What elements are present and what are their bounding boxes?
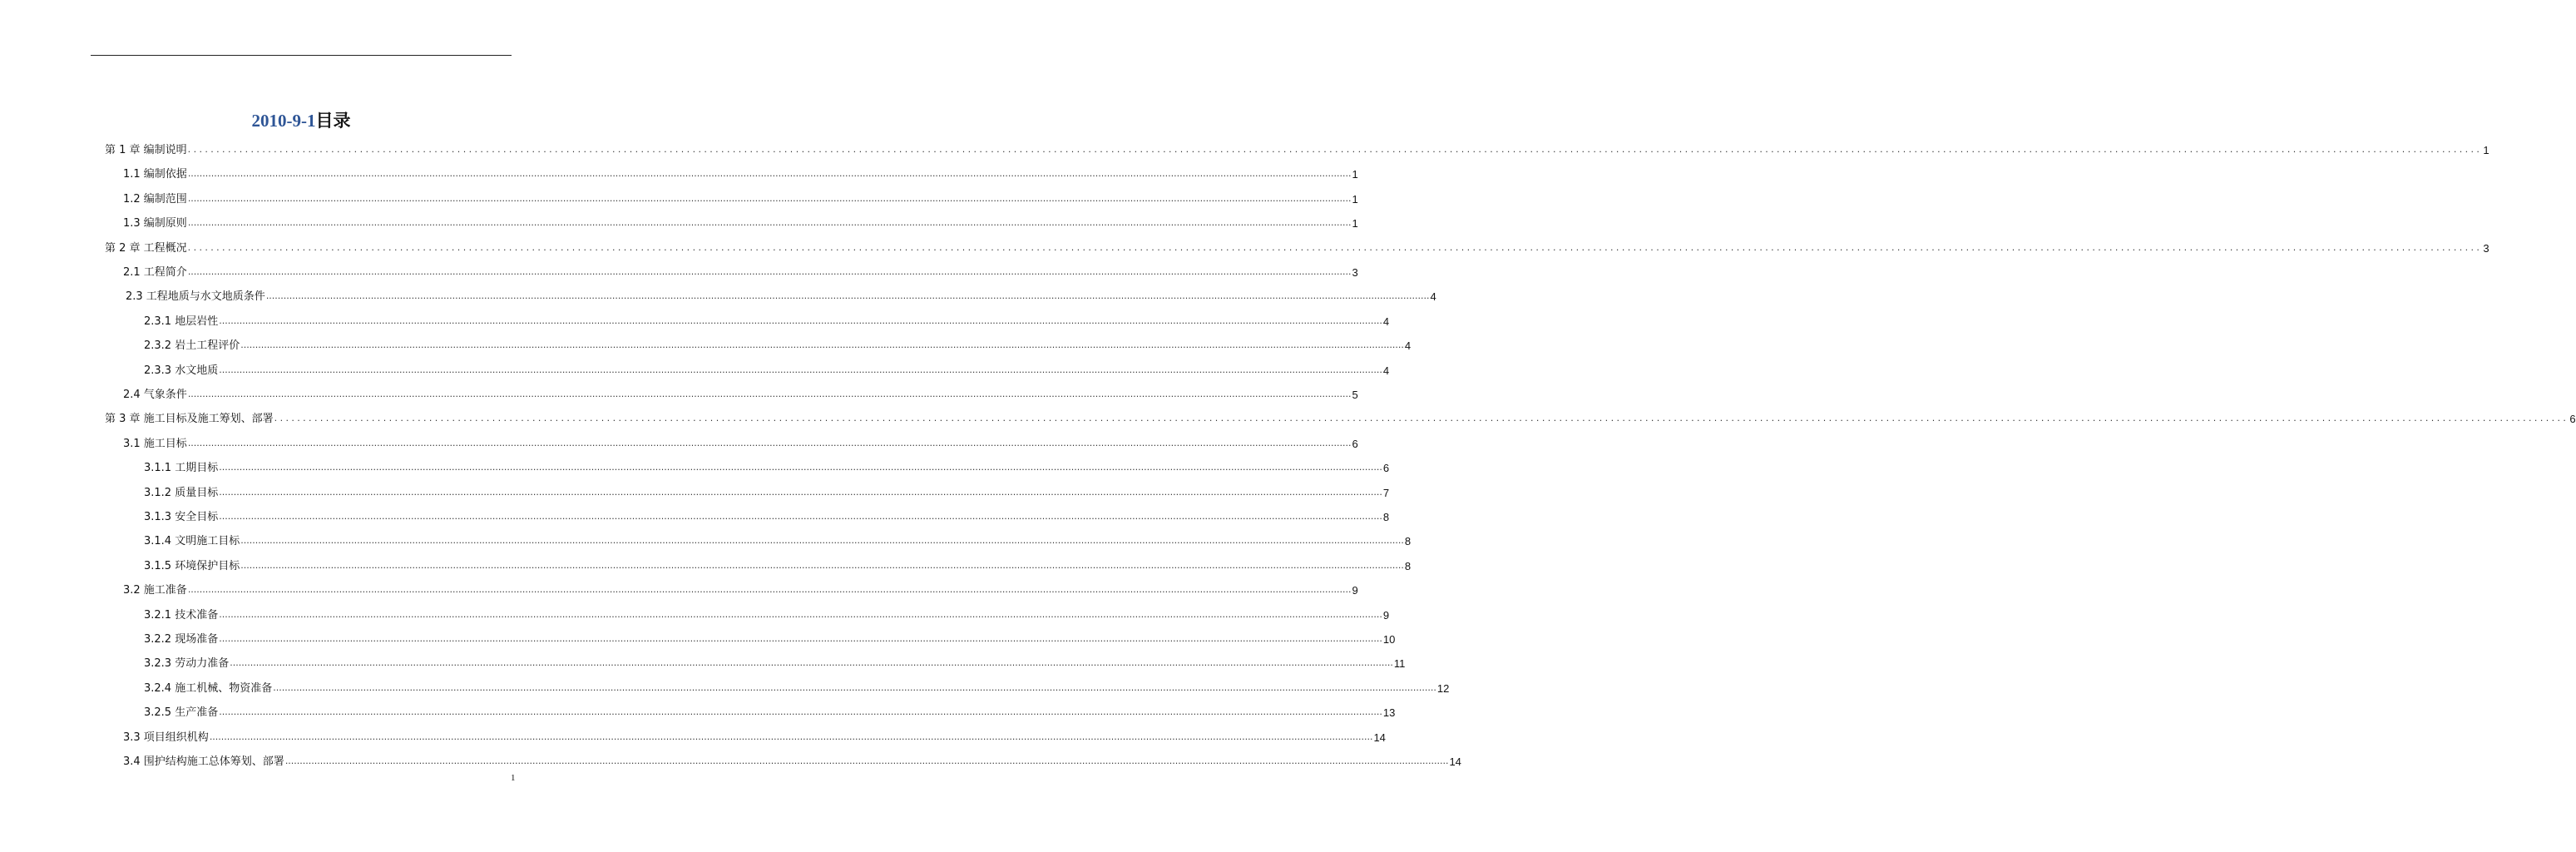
toc-entry[interactable] — [144, 607, 1390, 623]
toc-leader-dots: ................................................................................................................................................................................................................................................................................................................................................................................................................ — [187, 389, 1352, 399]
toc-entry-label: 3.1 施工目标 — [123, 437, 187, 450]
toc-leader-dots: ................................................................................................................................................................................................................................................................................................................................................................................................................ — [187, 437, 1352, 448]
toc-entry-label: 2.4 气象条件 — [123, 389, 187, 401]
toc-entry[interactable] — [144, 508, 1390, 525]
toc-entry-label: 3.2.1 技术准备 — [144, 608, 219, 622]
toc-entry[interactable] — [144, 484, 1390, 501]
toc-entry-label: 3.1.5 环境保护目标 — [144, 559, 240, 572]
toc-entry-label: 2.3 工程地质与水文地质条件 — [126, 290, 265, 304]
toc-leader-dots: ................................................................................................................................................................................................................................................................................................................................................................................................................ — [187, 192, 1352, 204]
toc-entry-label: 3.2 施工准备 — [123, 584, 187, 597]
toc-entry-page: 5 — [1352, 389, 1358, 401]
toc-entry-label: 3.2.2 现场准备 — [144, 633, 219, 646]
toc-leader-dots: ................................................................................................................................................................................................................................................................................................................................................................................................................ — [240, 559, 1404, 571]
toc-entry-page: 11 — [1393, 657, 1406, 671]
toc-title-word: 目录 — [315, 111, 351, 131]
toc-entry[interactable] — [144, 532, 1412, 549]
toc-leader-dots: ................................................................................................................................................................................................................................................................................................................................................................................................................ — [219, 315, 1382, 326]
toc-entry[interactable] — [144, 337, 1412, 354]
toc-leader-dots: ................................................................................................................................................................................................................................................................................................................................................................................................................ — [187, 266, 1352, 277]
toc-entry-page: 1 — [2483, 144, 2489, 156]
toc-entry-page: 13 — [1382, 706, 1396, 720]
toc-entry-page: 6 — [1352, 437, 1358, 450]
toc-entry-label: 1.2 编制范围 — [123, 192, 187, 206]
toc-entry-page: 9 — [1352, 584, 1358, 597]
toc-entry[interactable] — [144, 655, 1406, 671]
toc-leader-dots: ................................................................................................................................................................................................................................................................................................................................................................................................................ — [209, 731, 1373, 742]
toc-leader-dots: ................................................................................................................................................................................................................................................................................................................................................................................................................ — [240, 535, 1404, 547]
toc-entry-label: 3.4 围护结构施工总体筹划、部署 — [123, 755, 284, 768]
toc-entry[interactable] — [144, 313, 1390, 329]
toc-entry[interactable] — [123, 166, 1358, 182]
toc-entry-page: 8 — [1404, 559, 1412, 572]
toc-entry[interactable] — [123, 753, 1461, 770]
toc-entry-page: 1 — [1352, 192, 1358, 206]
toc-entry[interactable] — [144, 631, 1396, 647]
toc-leader-dots: ................................................................................................................................................................................................................................................................................................................................................................................................................ — [284, 755, 1449, 766]
toc-entry[interactable] — [144, 704, 1396, 721]
toc-leader-dots: ................................................................................................................................................................................................................................................................................................................................................................................................................ — [187, 168, 1352, 180]
toc-entry-page: 6 — [1382, 462, 1390, 475]
toc-leader-dots: ................................................................................................................................................................................................................................................................................................................................................................................................................ — [230, 657, 1393, 669]
toc-entry[interactable] — [123, 264, 1358, 280]
toc-leader-dots: ................................................................................................................................................................................................................................................................................................................................................................................................................ — [219, 706, 1382, 718]
toc-entry-page: 6 — [2569, 413, 2576, 426]
toc-entry[interactable] — [123, 215, 1358, 231]
page-number: 1 — [511, 773, 516, 783]
toc-entry[interactable] — [144, 459, 1390, 476]
toc-leader-dots: ................................................................................................................................................................................................................................................................................................................................................................................................................ — [274, 413, 2569, 424]
toc-entry-label: 第 3 章 施工目标及施工筹划、部署 — [105, 413, 274, 426]
toc-entry-label: 3.1.2 质量目标 — [144, 486, 219, 499]
toc-entry-label: 第 2 章 工程概况 — [105, 241, 187, 255]
toc-entry-page: 14 — [1373, 731, 1386, 744]
toc-entry-page: 4 — [1382, 364, 1390, 377]
toc-leader-dots: ................................................................................................................................................................................................................................................................................................................................................................................................................ — [219, 633, 1382, 644]
toc-leader-dots: ................................................................................................................................................................................................................................................................................................................................................................................................................ — [265, 290, 1430, 302]
toc-entry[interactable] — [105, 410, 2576, 427]
toc-entry[interactable] — [126, 288, 1436, 305]
toc-title-date: 2010-9-1 — [251, 111, 316, 131]
toc-entry-page: 4 — [1404, 339, 1412, 353]
toc-entry-page: 8 — [1382, 511, 1390, 523]
toc-entry-label: 3.2.3 劳动力准备 — [144, 657, 230, 671]
toc-entry[interactable] — [123, 386, 1358, 403]
toc-entry-label: 3.1.3 安全目标 — [144, 511, 219, 523]
toc-leader-dots: ................................................................................................................................................................................................................................................................................................................................................................................................................ — [187, 217, 1352, 229]
toc-leader-dots: ................................................................................................................................................................................................................................................................................................................................................................................................................ — [219, 608, 1382, 620]
toc-entry-page: 1 — [1352, 217, 1358, 230]
toc-entry-page: 9 — [1382, 608, 1390, 622]
toc-entry-label: 3.2.5 生产准备 — [144, 706, 219, 720]
toc-entry[interactable] — [123, 729, 1386, 746]
toc-entry[interactable] — [144, 557, 1412, 574]
toc-entry-page: 12 — [1436, 681, 1450, 695]
toc-entry-page: 10 — [1382, 633, 1396, 646]
toc-entry-page: 1 — [1352, 168, 1358, 181]
toc-entry[interactable] — [144, 362, 1390, 379]
toc-entry-page: 8 — [1404, 535, 1412, 548]
toc-entry[interactable] — [123, 435, 1358, 452]
toc-entry-page: 4 — [1382, 315, 1390, 328]
toc-entry[interactable] — [123, 191, 1358, 207]
toc-entry-label: 3.1.4 文明施工目标 — [144, 535, 240, 548]
toc-entry-page: 14 — [1449, 755, 1461, 768]
toc-entry-label: 2.3.2 岩土工程评价 — [144, 339, 240, 353]
toc-entry-label: 3.3 项目组织机构 — [123, 731, 209, 744]
toc-entry-label: 3.2.4 施工机械、物资准备 — [144, 681, 273, 695]
toc-leader-dots: ................................................................................................................................................................................................................................................................................................................................................................................................................ — [219, 364, 1382, 375]
toc-leader-dots: ................................................................................................................................................................................................................................................................................................................................................................................................................ — [187, 584, 1352, 596]
toc-leader-dots: ................................................................................................................................................................................................................................................................................................................................................................................................................ — [187, 144, 2483, 155]
toc-entry[interactable] — [144, 680, 1450, 696]
toc-entry-label: 2.1 工程简介 — [123, 266, 187, 279]
toc-entry-page: 3 — [1352, 266, 1358, 279]
toc-leader-dots: ................................................................................................................................................................................................................................................................................................................................................................................................................ — [273, 681, 1436, 693]
toc-entry-label: 第 1 章 编制说明 — [105, 144, 187, 156]
toc-entry-label: 3.1.1 工期目标 — [144, 462, 219, 475]
toc-entry-page: 4 — [1430, 290, 1436, 304]
toc-leader-dots: ................................................................................................................................................................................................................................................................................................................................................................................................................ — [219, 511, 1382, 522]
toc-leader-dots: ................................................................................................................................................................................................................................................................................................................................................................................................................ — [219, 462, 1382, 473]
toc-leader-dots: ................................................................................................................................................................................................................................................................................................................................................................................................................ — [187, 241, 2483, 253]
toc-entry-page: 3 — [2483, 241, 2489, 255]
toc-entry[interactable] — [105, 141, 2489, 158]
toc-entry-page: 7 — [1382, 486, 1390, 499]
toc-entry-label: 1.1 编制依据 — [123, 168, 187, 181]
toc-leader-dots: ................................................................................................................................................................................................................................................................................................................................................................................................................ — [219, 486, 1382, 498]
toc-entry[interactable] — [105, 240, 2489, 256]
toc-entry-label: 2.3.1 地层岩性 — [144, 315, 219, 328]
toc-entry[interactable] — [123, 582, 1358, 598]
toc-entry-label: 2.3.3 水文地质 — [144, 364, 219, 377]
toc-leader-dots: ................................................................................................................................................................................................................................................................................................................................................................................................................ — [240, 339, 1404, 351]
toc-entry-label: 1.3 编制原则 — [123, 217, 187, 230]
